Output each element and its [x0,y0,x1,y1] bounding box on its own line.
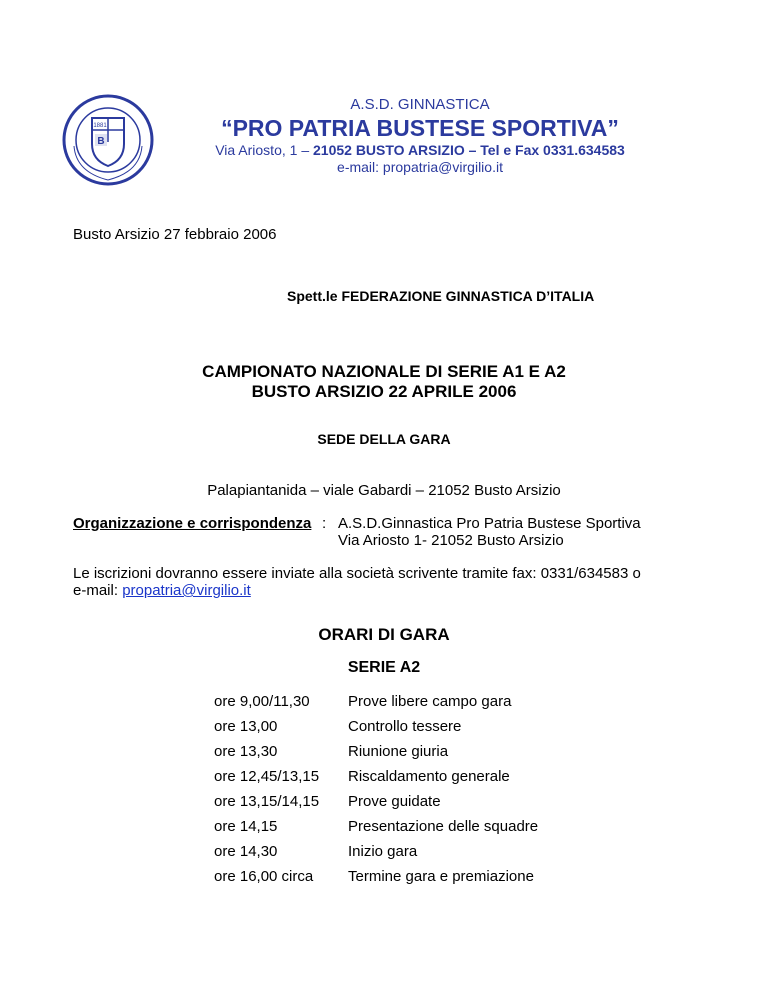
schedule-time: ore 9,00/11,30 [214,693,310,710]
crest-letter: B [97,136,105,147]
schedule-row [214,718,538,743]
schedule-row [214,693,538,718]
letterhead-line1: A.S.D. GINNASTICA [350,96,490,113]
schedule-row [214,743,538,768]
venue-address: Palapiantanida – viale Gabardi – 21052 Busto Arsizio [207,482,561,499]
club-name: “PRO PATRIA BUSTESE SPORTIVA” [221,115,619,141]
registration-text: Le iscrizioni dovranno essere inviate alla società scrivente tramite fax: 0331/634583 o [73,565,641,582]
schedule-time: ore 13,00 [214,718,278,735]
organization-label: Organizzazione e corrispondenza [73,515,312,532]
schedule-time: ore 13,30 [214,743,278,760]
schedule-event: Inizio gara [348,843,418,860]
club-address [170,142,670,159]
schedule-row [214,818,538,843]
registration-email-line [73,582,251,599]
recipient: Spett.le FEDERAZIONE GINNASTICA D’ITALIA [287,288,595,304]
schedule-time: ore 14,30 [214,843,278,860]
address-city-phone: 21052 BUSTO ARSIZIO – Tel e Fax 0331.634583 [313,142,625,158]
organization-colon: : [322,515,327,532]
schedule-time: ore 16,00 circa [214,868,314,885]
schedule-time: ore 13,15/14,15 [214,793,320,810]
crest-year: 1881 [93,123,107,129]
registration-email-prefix: e-mail: [73,582,123,599]
letterhead [170,96,670,176]
venue-heading: SEDE DELLA GARA [317,431,451,447]
schedule-list [214,693,538,893]
organization-name: A.S.D.Ginnastica Pro Patria Bustese Sportiva [338,515,641,532]
schedule-row [214,793,538,818]
schedule-time: ore 12,45/13,15 [214,768,320,785]
club-crest-icon [62,94,154,186]
schedule-event: Controllo tessere [348,718,462,735]
schedule-heading: ORARI DI GARA [318,625,450,644]
registration-email-link[interactable]: propatria@virgilio.it [122,582,251,599]
organization-address: Via Ariosto 1- 21052 Busto Arsizio [338,532,564,549]
series-heading: SERIE A2 [347,659,421,676]
schedule-row [214,868,538,893]
club-email: e-mail: propatria@virgilio.it [337,159,503,175]
schedule-event: Prove libere campo gara [348,693,512,710]
title-line2: BUSTO ARSIZIO 22 APRILE 2006 [251,382,517,401]
letter-date: Busto Arsizio 27 febbraio 2006 [73,226,277,243]
schedule-row [214,768,538,793]
schedule-event: Riscaldamento generale [348,768,510,785]
schedule-time: ore 14,15 [214,818,278,835]
schedule-event: Riunione giuria [348,743,449,760]
address-street: Via Ariosto, 1 – [215,142,313,158]
schedule-event: Prove guidate [348,793,441,810]
title-line1: CAMPIONATO NAZIONALE DI SERIE A1 E A2 [202,362,566,381]
schedule-row [214,843,538,868]
schedule-event: Termine gara e premiazione [348,868,534,885]
schedule-event: Presentazione delle squadre [348,818,539,835]
